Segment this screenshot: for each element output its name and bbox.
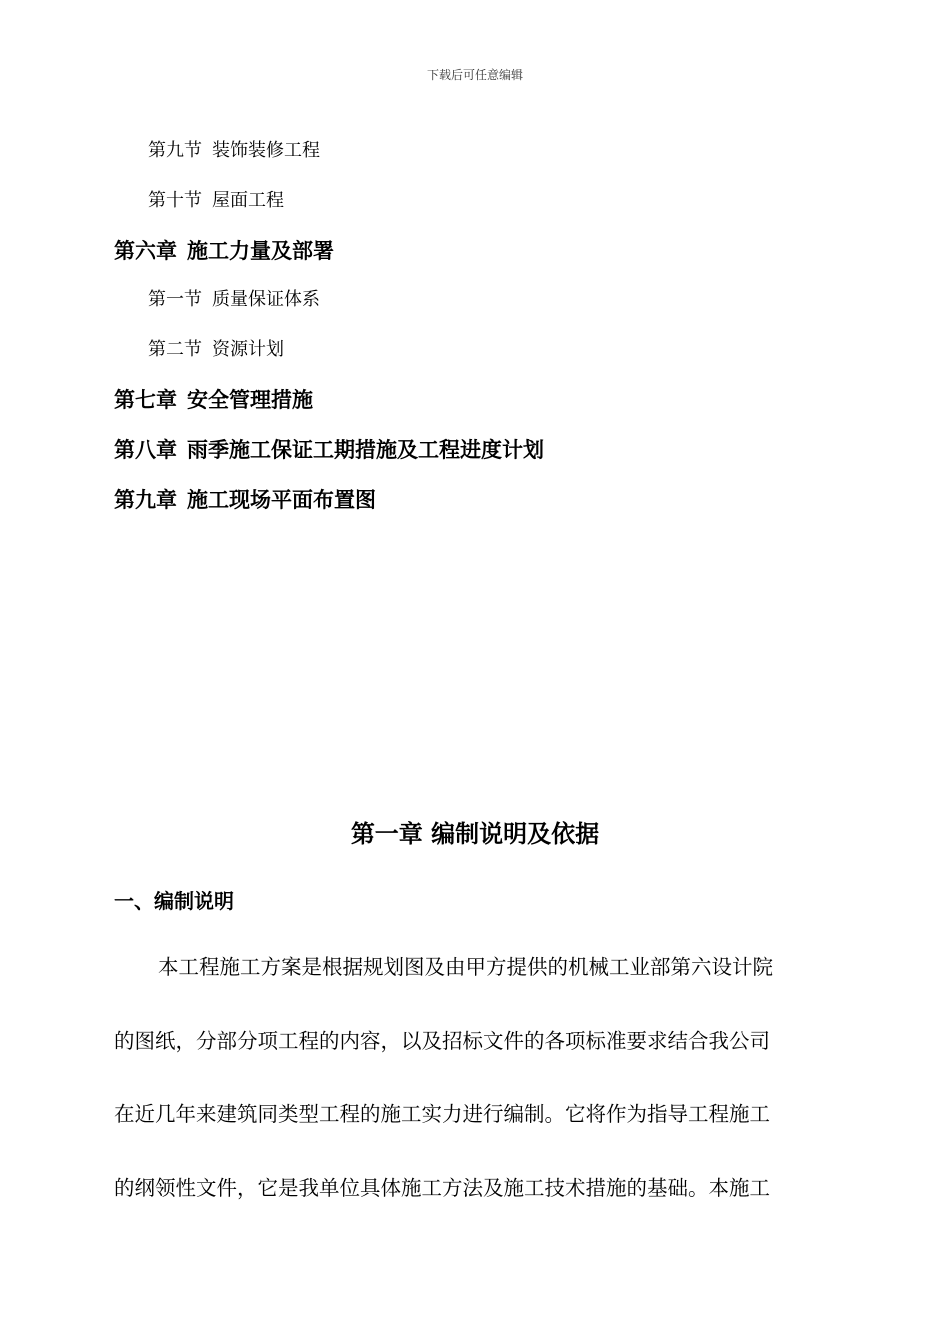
toc-item-number: 第一节: [148, 289, 202, 310]
toc-item-title: 雨季施工保证工期措施及工程进度计划: [187, 438, 544, 462]
body-text-line: 本工程施工方案是根据规划图及由甲方提供的机械工业部第六设计院: [158, 955, 773, 979]
toc-item-title: 安全管理措施: [187, 388, 313, 412]
toc-item-number: 第八章: [114, 438, 177, 462]
toc-item-chapter-6-section-2[interactable]: [148, 338, 284, 362]
toc-item-section-9[interactable]: [148, 139, 320, 163]
toc-item-title: 质量保证体系: [212, 289, 320, 310]
toc-item-chapter-6-section-1[interactable]: [148, 288, 320, 312]
toc-item-number: 第九章: [114, 488, 177, 512]
body-text-line: 的纲领性文件，它是我单位具体施工方法及施工技术措施的基础。本施工: [114, 1176, 770, 1200]
toc-item-number: 第二节: [148, 339, 202, 360]
toc-item-title: 施工力量及部署: [187, 239, 334, 263]
toc-item-number: 第六章: [114, 239, 177, 263]
toc-item-section-10[interactable]: [148, 189, 284, 213]
toc-item-number: 第七章: [114, 388, 177, 412]
page-header-note: 下载后可任意编辑: [426, 68, 523, 82]
toc-item-title: 装饰装修工程: [212, 140, 320, 161]
toc-item-title: 资源计划: [212, 339, 284, 360]
toc-item-number: 第十节: [148, 190, 202, 211]
body-text-line: 在近几年来建筑同类型工程的施工实力进行编制。它将作为指导工程施工: [114, 1102, 770, 1126]
toc-item-chapter-9[interactable]: [114, 486, 376, 514]
toc-item-chapter-6[interactable]: [114, 237, 334, 265]
toc-item-number: 第九节: [148, 140, 202, 161]
toc-item-title: 施工现场平面布置图: [187, 488, 376, 512]
section-heading: 一、编制说明: [114, 889, 234, 913]
toc-item-title: 屋面工程: [212, 190, 284, 211]
chapter-title: 第一章 编制说明及依据: [350, 820, 600, 848]
body-text-line: 的图纸，分部分项工程的内容，以及招标文件的各项标准要求结合我公司: [114, 1029, 770, 1053]
toc-item-chapter-7[interactable]: [114, 386, 313, 414]
toc-item-chapter-8[interactable]: [114, 436, 544, 464]
